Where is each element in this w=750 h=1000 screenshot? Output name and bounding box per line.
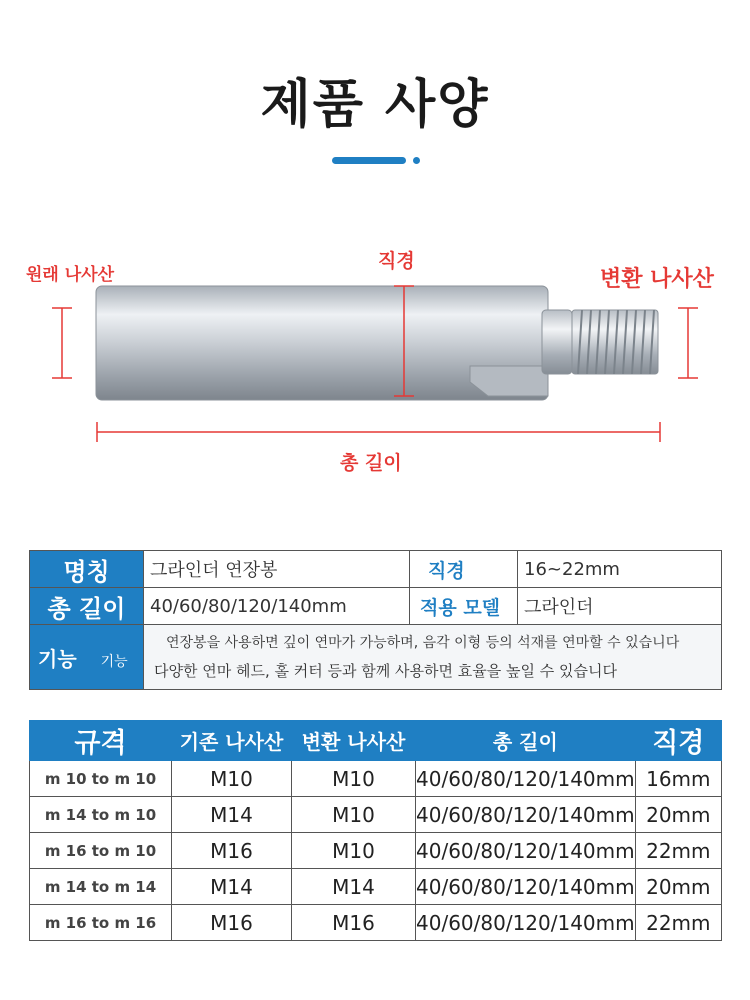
spec-row-function: [30, 625, 722, 690]
name-value: 그라인더 연장봉: [144, 551, 410, 588]
original-thread-dimension: [52, 308, 72, 378]
label-diameter: 직경: [378, 250, 415, 272]
function-label-small: 기능: [100, 653, 128, 670]
title-underline: [332, 157, 406, 164]
cell-spec: m 16 to m 10: [30, 833, 172, 869]
function-line-2: 다양한 연마 헤드, 홀 커터 등과 함께 사용하면 효율을 높일 수 있습니다: [154, 662, 617, 680]
label-original-thread: 원래 나사산: [26, 265, 115, 285]
cell-total-length: 40/60/80/120/140mm: [416, 833, 636, 869]
cell-diameter: 20mm: [635, 869, 721, 905]
cell-original-thread: M16: [172, 833, 292, 869]
spec-table: [29, 550, 722, 690]
cell-original-thread: M14: [172, 797, 292, 833]
function-description: [144, 625, 722, 690]
title-dot: [413, 157, 420, 164]
cell-converted-thread: M10: [292, 761, 416, 797]
header-spec: 규격: [30, 721, 172, 761]
cell-converted-thread: M10: [292, 797, 416, 833]
rod-neck: [542, 310, 572, 374]
spec-row-name: [30, 551, 722, 588]
cell-spec: m 14 to m 14: [30, 869, 172, 905]
table-row: [30, 797, 722, 833]
rod-wrench-flat: [470, 366, 548, 396]
cell-total-length: 40/60/80/120/140mm: [416, 761, 636, 797]
function-label: 기능: [38, 646, 77, 671]
diameter-label: 직경: [410, 551, 518, 588]
header-diameter: 직경: [635, 721, 721, 761]
cell-original-thread: M16: [172, 905, 292, 941]
function-line-1: 연장봉을 사용하면 깊이 연마가 가능하며, 음각 이형 등의 석재를 연마할 수 있습니다: [166, 635, 680, 651]
cell-converted-thread: M16: [292, 905, 416, 941]
cell-diameter: 22mm: [635, 905, 721, 941]
table-row: [30, 869, 722, 905]
cell-original-thread: M14: [172, 869, 292, 905]
function-label-cell: [30, 625, 144, 690]
cell-total-length: 40/60/80/120/140mm: [416, 869, 636, 905]
length-value: 40/60/80/120/140mm: [144, 588, 410, 625]
diameter-value: 16~22mm: [518, 551, 722, 588]
cell-total-length: 40/60/80/120/140mm: [416, 797, 636, 833]
table-row: [30, 905, 722, 941]
cell-converted-thread: M14: [292, 869, 416, 905]
length-label: 총 길이: [30, 588, 144, 625]
header-original-thread: 기존 나사산: [172, 721, 292, 761]
cell-spec: m 10 to m 10: [30, 761, 172, 797]
cell-spec: m 14 to m 10: [30, 797, 172, 833]
cell-total-length: 40/60/80/120/140mm: [416, 905, 636, 941]
label-total-length: 총 길이: [340, 452, 402, 474]
cell-converted-thread: M10: [292, 833, 416, 869]
model-label: 적용 모델: [410, 588, 518, 625]
cell-diameter: 22mm: [635, 833, 721, 869]
converted-thread-dimension: [678, 308, 698, 378]
header-converted-thread: 변환 나사산: [292, 721, 416, 761]
cell-diameter: 16mm: [635, 761, 721, 797]
cell-original-thread: M10: [172, 761, 292, 797]
label-converted-thread: 변환 나사산: [600, 267, 714, 292]
size-table-header: [30, 721, 722, 761]
table-row: [30, 833, 722, 869]
name-label: 명칭: [30, 551, 144, 588]
spec-row-length: [30, 588, 722, 625]
model-value: 그라인더: [518, 588, 722, 625]
size-table: [29, 720, 722, 941]
cell-diameter: 20mm: [635, 797, 721, 833]
header-total-length: 총 길이: [416, 721, 636, 761]
total-length-dimension: [97, 422, 660, 442]
extension-rod-diagram: [0, 270, 750, 450]
table-row: [30, 761, 722, 797]
cell-spec: m 16 to m 16: [30, 905, 172, 941]
page-title: 제품 사양: [260, 75, 490, 135]
